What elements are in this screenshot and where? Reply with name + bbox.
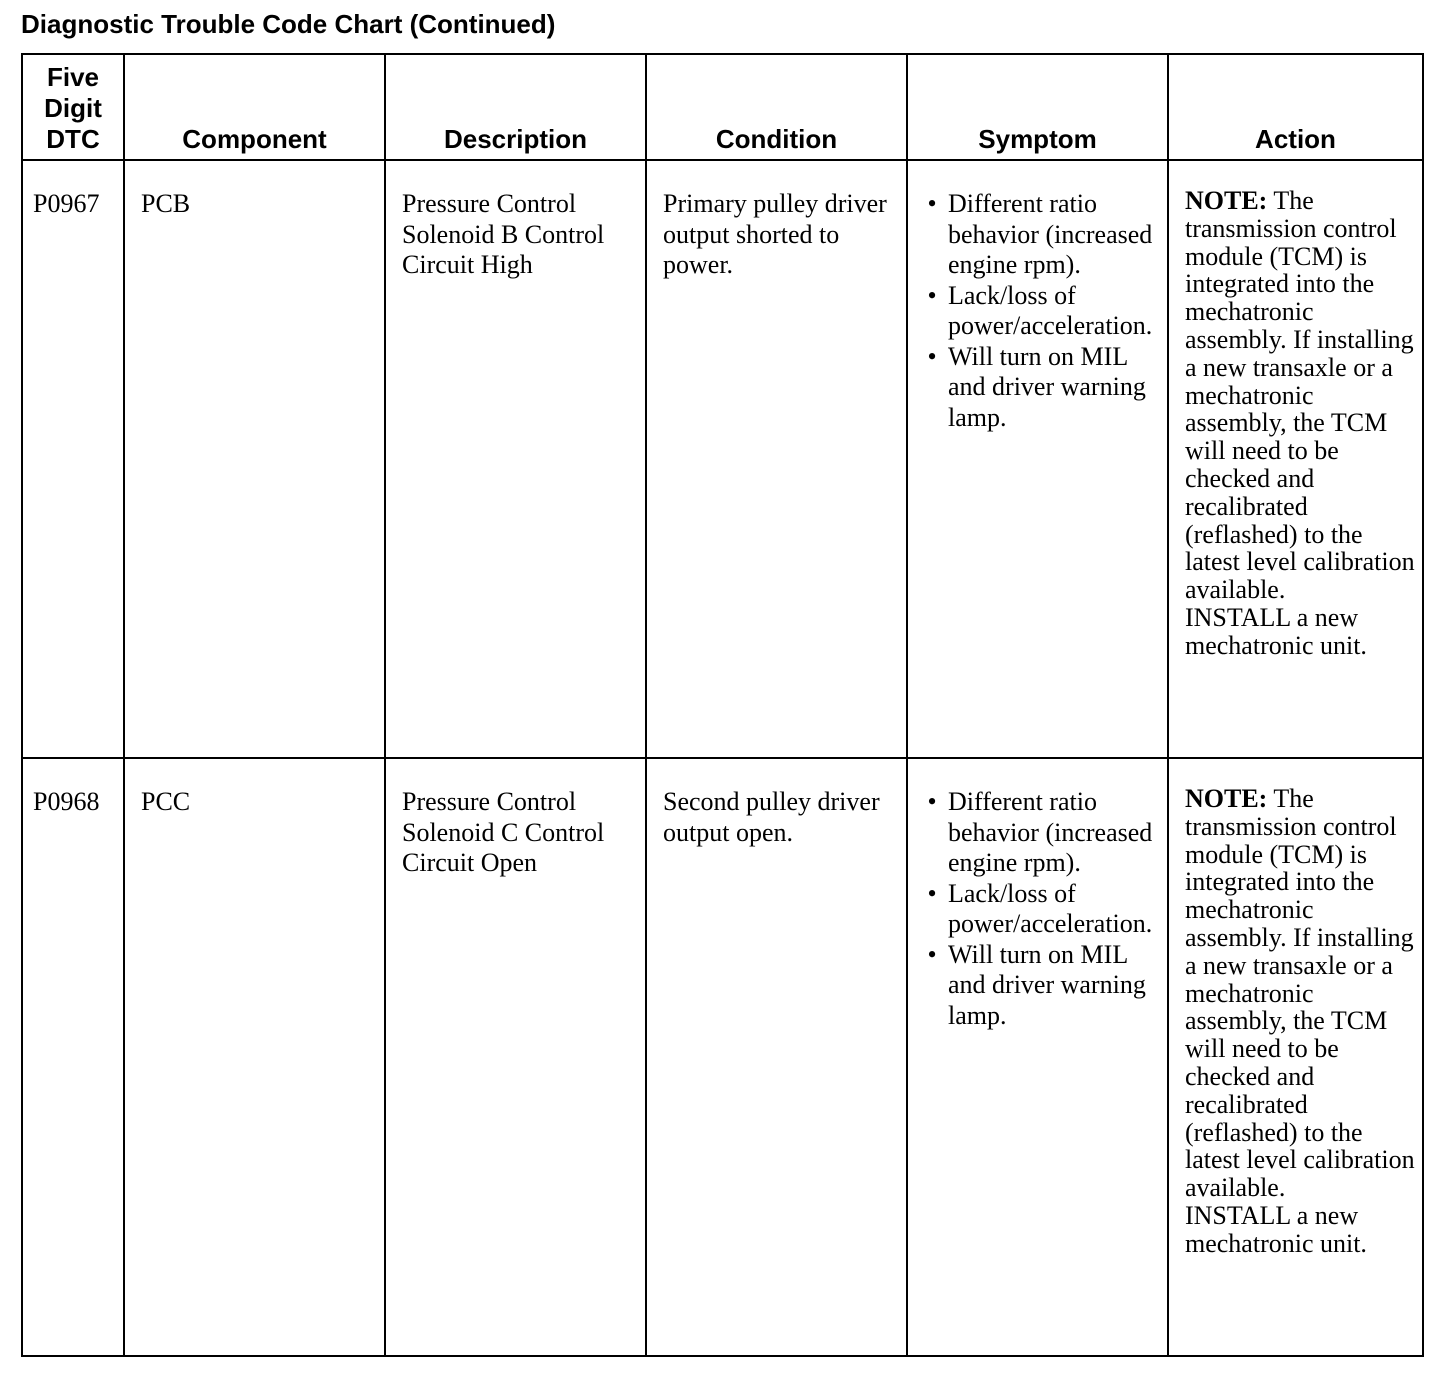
table-row xyxy=(22,758,1423,1356)
symptom-item xyxy=(922,787,1165,879)
action-cell xyxy=(1168,160,1423,758)
symptom-text: Lack/loss of power/acceleration. xyxy=(948,878,1153,938)
symptom-item xyxy=(922,342,1165,434)
bullet-icon: • xyxy=(927,189,937,218)
note-label: NOTE: xyxy=(1185,784,1268,813)
bullet-icon: • xyxy=(927,939,937,969)
action-cell xyxy=(1168,758,1423,1356)
symptom-item xyxy=(922,281,1165,342)
dtc-code-cell: P0967 xyxy=(22,160,124,758)
page-title: Diagnostic Trouble Code Chart (Continued) xyxy=(21,9,556,39)
symptom-text: Different ratio behavior (increased engine rpm). xyxy=(948,189,1153,279)
header-action: Action xyxy=(1168,54,1423,160)
table-header-row xyxy=(22,54,1423,160)
note-text: The transmission control module (TCM) is integrated into the mechatronic assembly. If installing a new transaxle or a mechatronic assembly, the TCM will need to be checked and recalibrated (reflashed) to the latest level calibration available. xyxy=(1185,784,1415,1203)
header-description: Description xyxy=(385,54,646,160)
description-cell: Pressure Control Solenoid B Control Circuit High xyxy=(385,160,646,758)
table-row xyxy=(22,160,1423,758)
symptom-text: Will turn on MIL and driver warning lamp. xyxy=(948,939,1146,1030)
symptom-list xyxy=(922,189,1165,433)
bullet-icon: • xyxy=(927,878,937,908)
bullet-icon: • xyxy=(927,280,937,310)
header-component: Component xyxy=(124,54,385,160)
symptom-list xyxy=(922,787,1165,1031)
header-five-digit-dtc-label: Five Digit DTC xyxy=(44,62,102,154)
action-instruction: INSTALL a new mechatronic unit. xyxy=(1185,1200,1367,1258)
bullet-icon: • xyxy=(927,787,937,816)
bullet-icon: • xyxy=(927,341,937,371)
condition-cell: Second pulley driver output open. xyxy=(646,758,907,1356)
header-symptom: Symptom xyxy=(907,54,1168,160)
symptom-text: Different ratio behavior (increased engine rpm). xyxy=(948,787,1153,877)
symptom-item xyxy=(922,879,1165,940)
symptom-text: Will turn on MIL and driver warning lamp. xyxy=(948,341,1146,432)
symptom-item xyxy=(922,940,1165,1032)
action-note xyxy=(1185,784,1415,1202)
symptom-cell xyxy=(907,758,1168,1356)
component-cell: PCC xyxy=(124,758,385,1356)
dtc-table xyxy=(21,53,1424,1357)
note-text: The transmission control module (TCM) is integrated into the mechatronic assembly. If installing a new transaxle or a mechatronic assembly, the TCM will need to be checked and recalibrated (reflashed) to the latest level calibration available. xyxy=(1185,186,1415,605)
dtc-code-cell: P0968 xyxy=(22,758,124,1356)
header-condition: Condition xyxy=(646,54,907,160)
note-label: NOTE: xyxy=(1185,186,1268,215)
symptom-item xyxy=(922,189,1165,281)
header-five-digit-dtc xyxy=(22,54,124,160)
symptom-text: Lack/loss of power/acceleration. xyxy=(948,280,1153,340)
description-cell: Pressure Control Solenoid C Control Circuit Open xyxy=(385,758,646,1356)
action-instruction: INSTALL a new mechatronic unit. xyxy=(1185,602,1367,660)
condition-cell: Primary pulley driver output shorted to power. xyxy=(646,160,907,758)
component-cell: PCB xyxy=(124,160,385,758)
symptom-cell xyxy=(907,160,1168,758)
action-note xyxy=(1185,186,1415,604)
